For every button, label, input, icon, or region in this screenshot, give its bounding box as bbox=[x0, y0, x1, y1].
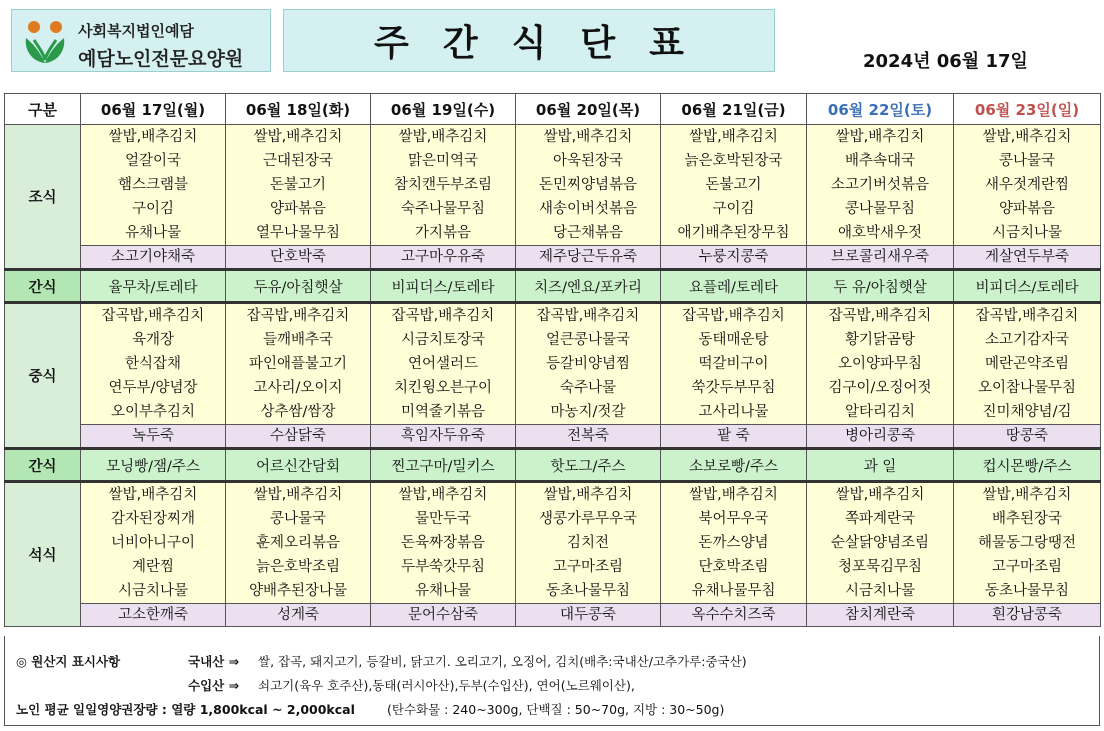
menu-cell bbox=[807, 482, 954, 604]
dish-item: 들깨배추국 bbox=[262, 332, 334, 348]
dish-item: 얼갈이국 bbox=[124, 153, 182, 169]
dish-item: 새송이버섯볶음 bbox=[538, 201, 638, 217]
dish-item: 해물동그랑땡전 bbox=[977, 535, 1077, 551]
weekly-menu-table bbox=[4, 93, 1101, 627]
origin-label: ◎ 원산지 표시사항 bbox=[16, 654, 121, 669]
day-header: 06월 21일(금) bbox=[661, 94, 807, 125]
dish-item: 쌀밥,배추김치 bbox=[253, 129, 343, 145]
dish-item: 소고기감자국 bbox=[984, 332, 1070, 348]
dish-item: 잡곡밥,배추김치 bbox=[101, 308, 205, 324]
menu-cell bbox=[516, 125, 661, 246]
day-header-saturday: 06월 22일(토) bbox=[807, 94, 954, 125]
dish-item: 두부쑥갓무침 bbox=[400, 559, 486, 575]
menu-date: 2024년 06월 17일 bbox=[863, 51, 1028, 72]
porridge-cell: 단호박죽 bbox=[226, 246, 371, 270]
dish-item: 떡갈비구이 bbox=[698, 356, 769, 372]
porridge-cell: 브로콜리새우죽 bbox=[807, 246, 954, 270]
snack-cell: 모닝빵/잼/주스 bbox=[81, 449, 226, 482]
dish-item: 돈불고기 bbox=[269, 177, 327, 193]
day-header: 06월 20일(목) bbox=[516, 94, 661, 125]
day-header: 06월 19일(수) bbox=[371, 94, 516, 125]
dish-item: 고구마조림 bbox=[552, 559, 624, 575]
dish-item: 새우젓계란찜 bbox=[984, 177, 1070, 193]
dish-item: 쌀밥,배추김치 bbox=[982, 487, 1072, 503]
dish-item: 계란찜 bbox=[131, 559, 175, 575]
dish-item: 쌀밥,배추김치 bbox=[543, 487, 633, 503]
menu-cell bbox=[661, 303, 807, 425]
dish-item: 얼큰콩나물국 bbox=[545, 332, 631, 348]
dish-item: 생콩가루무우국 bbox=[538, 511, 638, 527]
dish-item: 애호박새우젓 bbox=[837, 225, 923, 241]
snack-cell: 율무차/토레타 bbox=[81, 270, 226, 303]
porridge-cell: 대두콩죽 bbox=[516, 604, 661, 627]
snack-cell: 치즈/엔요/포카리 bbox=[516, 270, 661, 303]
lunch-label: 중식 bbox=[5, 303, 81, 449]
menu-cell bbox=[516, 303, 661, 425]
porridge-cell: 흰강남콩죽 bbox=[954, 604, 1101, 627]
day-header: 06월 17일(월) bbox=[81, 94, 226, 125]
dish-item: 너비아니구이 bbox=[110, 535, 196, 551]
porridge-cell: 문어수삼죽 bbox=[371, 604, 516, 627]
dish-item: 오이부추김치 bbox=[110, 404, 196, 420]
porridge-cell: 게살연두부죽 bbox=[954, 246, 1101, 270]
dish-item: 쌀밥,배추김치 bbox=[108, 487, 198, 503]
dish-item: 오이참나물무침 bbox=[977, 380, 1077, 396]
dish-item: 시금치나물 bbox=[117, 583, 189, 599]
dish-item: 늙은호박된장국 bbox=[684, 153, 783, 169]
dish-item: 고사리/오이지 bbox=[253, 380, 343, 396]
dish-item: 쌀밥,배추김치 bbox=[982, 129, 1072, 145]
dish-item: 돈까스양념 bbox=[698, 535, 769, 551]
dish-item: 김구이/오징어젓 bbox=[828, 380, 932, 396]
dish-item: 유채나물 bbox=[414, 583, 472, 599]
porridge-cell: 땅콩죽 bbox=[954, 425, 1101, 449]
dinner-row bbox=[5, 482, 1101, 604]
menu-cell bbox=[661, 125, 807, 246]
dish-item: 잡곡밥,배추김치 bbox=[828, 308, 932, 324]
porridge-cell: 고소한깨죽 bbox=[81, 604, 226, 627]
snack-cell: 비피더스/토레타 bbox=[371, 270, 516, 303]
dish-item: 콩나물국 bbox=[269, 511, 327, 527]
dish-item: 배추된장국 bbox=[991, 511, 1063, 527]
menu-cell bbox=[954, 482, 1101, 604]
dish-item: 햄스크램블 bbox=[117, 177, 189, 193]
organization-logo-icon bbox=[20, 16, 72, 68]
menu-cell bbox=[226, 303, 371, 425]
snack1-row bbox=[5, 270, 1101, 303]
snack-cell: 찐고구마/밀키스 bbox=[371, 449, 516, 482]
dinner-porridge-row bbox=[5, 604, 1101, 627]
dish-item: 잡곡밥,배추김치 bbox=[246, 308, 350, 324]
org-subtitle: 사회복지법인예담 bbox=[78, 22, 194, 40]
menu-cell bbox=[226, 125, 371, 246]
porridge-cell: 전복죽 bbox=[516, 425, 661, 449]
logo-box bbox=[11, 9, 271, 72]
dish-item: 진미채양념/김 bbox=[982, 404, 1072, 420]
menu-cell bbox=[807, 303, 954, 425]
snack-cell: 컵시몬빵/주스 bbox=[954, 449, 1101, 482]
dish-item: 유채나물무침 bbox=[691, 583, 776, 599]
dish-item: 쌀밥,배추김치 bbox=[689, 129, 778, 145]
dish-item: 양배추된장나물 bbox=[248, 583, 348, 599]
dish-item: 연두부/양념장 bbox=[108, 380, 198, 396]
dish-item: 맑은미역국 bbox=[407, 153, 479, 169]
nutrition-label: 노인 평균 일일영양권장량 : 열량 1,800kcal ~ 2,000kcal bbox=[16, 702, 355, 717]
porridge-cell: 팥 죽 bbox=[661, 425, 807, 449]
breakfast-label: 조식 bbox=[5, 125, 81, 270]
menu-cell bbox=[371, 303, 516, 425]
snack-cell: 과 일 bbox=[807, 449, 954, 482]
porridge-cell: 흑임자두유죽 bbox=[371, 425, 516, 449]
dish-item: 유채나물 bbox=[124, 225, 182, 241]
dish-item: 돈육짜장볶음 bbox=[400, 535, 486, 551]
dish-item: 숙주나물 bbox=[559, 380, 617, 396]
footer-notes bbox=[4, 636, 1100, 726]
dish-item: 시금치토장국 bbox=[400, 332, 486, 348]
dish-item: 돈민찌양념볶음 bbox=[538, 177, 638, 193]
dish-item: 열무나물무침 bbox=[255, 225, 341, 241]
dish-item: 잡곡밥,배추김치 bbox=[975, 308, 1079, 324]
dish-item: 콩나물무침 bbox=[844, 201, 916, 217]
menu-cell bbox=[954, 125, 1101, 246]
snack-cell: 요플레/토레타 bbox=[661, 270, 807, 303]
porridge-cell: 누룽지콩죽 bbox=[661, 246, 807, 270]
dish-item: 고사리나물 bbox=[698, 404, 769, 420]
porridge-cell: 녹두죽 bbox=[81, 425, 226, 449]
dish-item: 감자된장찌개 bbox=[110, 511, 196, 527]
dish-item: 시금치나물 bbox=[991, 225, 1063, 241]
menu-cell bbox=[661, 482, 807, 604]
domestic-label: 국내산 ⇒ bbox=[188, 654, 240, 669]
breakfast-row bbox=[5, 125, 1101, 246]
lunch-porridge-row bbox=[5, 425, 1101, 449]
porridge-cell: 소고기야채죽 bbox=[81, 246, 226, 270]
porridge-cell: 병아리콩죽 bbox=[807, 425, 954, 449]
dish-item: 동초나물무침 bbox=[545, 583, 631, 599]
dish-item: 동태매운탕 bbox=[698, 332, 769, 348]
dish-item: 훈제오리볶음 bbox=[255, 535, 341, 551]
day-header: 06월 18일(화) bbox=[226, 94, 371, 125]
dish-item: 당근채볶음 bbox=[552, 225, 624, 241]
snack-cell: 두 유/아침햇살 bbox=[807, 270, 954, 303]
dish-item: 등갈비양념찜 bbox=[545, 356, 631, 372]
dish-item: 참치캔두부조림 bbox=[393, 177, 493, 193]
dish-item: 북어무우국 bbox=[698, 511, 769, 527]
dish-item: 청포묵김무침 bbox=[837, 559, 923, 575]
dish-item: 파인애플불고기 bbox=[248, 356, 348, 372]
porridge-cell: 성게죽 bbox=[226, 604, 371, 627]
menu-cell bbox=[954, 303, 1101, 425]
page-title: 주간식단표 bbox=[374, 23, 718, 64]
dish-item: 애기배추된장무침 bbox=[677, 225, 790, 241]
dish-item: 한식잡채 bbox=[124, 356, 182, 372]
snack-cell: 어르신간담회 bbox=[226, 449, 371, 482]
dish-item: 아욱된장국 bbox=[552, 153, 624, 169]
snack-cell: 두유/아침햇살 bbox=[226, 270, 371, 303]
dish-item: 황기닭곰탕 bbox=[844, 332, 916, 348]
dish-item: 쌀밥,배추김치 bbox=[835, 487, 925, 503]
snack2-label: 간식 bbox=[5, 449, 81, 482]
porridge-cell: 수삼닭죽 bbox=[226, 425, 371, 449]
dish-item: 오이양파무침 bbox=[837, 356, 923, 372]
menu-cell bbox=[371, 482, 516, 604]
dish-item: 구이김 bbox=[131, 201, 175, 217]
dish-item: 쌀밥,배추김치 bbox=[253, 487, 343, 503]
org-name: 예담노인전문요양원 bbox=[78, 48, 244, 70]
snack-cell: 소보로빵/주스 bbox=[661, 449, 807, 482]
dish-item: 늙은호박조림 bbox=[255, 559, 341, 575]
title-box bbox=[283, 9, 775, 72]
dinner-label: 석식 bbox=[5, 482, 81, 627]
porridge-cell: 고구마우유죽 bbox=[371, 246, 516, 270]
menu-cell bbox=[226, 482, 371, 604]
dish-item: 쌀밥,배추김치 bbox=[398, 487, 488, 503]
dish-item: 마농지/젓갈 bbox=[550, 404, 626, 420]
dish-item: 숙주나물무침 bbox=[400, 201, 486, 217]
dish-item: 메란곤약조림 bbox=[984, 356, 1070, 372]
dish-item: 양파볶음 bbox=[269, 201, 327, 217]
porridge-cell: 제주당근두유죽 bbox=[516, 246, 661, 270]
breakfast-porridge-row bbox=[5, 246, 1101, 270]
domestic-origin-text: 쌀, 잡곡, 돼지고기, 등갈비, 닭고기. 오리고기, 오징어, 김치(배추:국내산/고추가루:중국산) bbox=[258, 654, 747, 669]
day-header-sunday: 06월 23일(일) bbox=[954, 94, 1101, 125]
dish-item: 미역줄기볶음 bbox=[400, 404, 486, 420]
header-row bbox=[5, 94, 1101, 125]
dish-item: 쌀밥,배추김치 bbox=[543, 129, 633, 145]
dish-item: 콩나물국 bbox=[998, 153, 1056, 169]
dish-item: 쌀밥,배추김치 bbox=[398, 129, 488, 145]
porridge-cell: 참치계란죽 bbox=[807, 604, 954, 627]
import-label: 수입산 ⇒ bbox=[188, 678, 240, 693]
dish-item: 잡곡밥,배추김치 bbox=[682, 308, 785, 324]
dish-item: 쌀밥,배추김치 bbox=[689, 487, 778, 503]
dish-item: 김치전 bbox=[566, 535, 610, 551]
snack1-label: 간식 bbox=[5, 270, 81, 303]
dish-item: 쌀밥,배추김치 bbox=[108, 129, 198, 145]
dish-item: 쑥갓두부무침 bbox=[691, 380, 776, 396]
dish-item: 순살닭양념조림 bbox=[830, 535, 930, 551]
dish-item: 단호박조림 bbox=[698, 559, 769, 575]
dish-item: 소고기버섯볶음 bbox=[830, 177, 930, 193]
dish-item: 잡곡밥,배추김치 bbox=[536, 308, 640, 324]
dish-item: 시금치나물 bbox=[844, 583, 916, 599]
dish-item: 동초나물무침 bbox=[984, 583, 1070, 599]
menu-cell bbox=[516, 482, 661, 604]
dish-item: 쪽파계란국 bbox=[844, 511, 916, 527]
dish-item: 알타리김치 bbox=[844, 404, 916, 420]
menu-cell bbox=[81, 482, 226, 604]
dish-item: 가지볶음 bbox=[414, 225, 472, 241]
corner-label: 구분 bbox=[5, 94, 81, 125]
dish-item: 쌀밥,배추김치 bbox=[835, 129, 925, 145]
dish-item: 연어샐러드 bbox=[407, 356, 479, 372]
dish-item: 육개장 bbox=[131, 332, 175, 348]
snack2-row bbox=[5, 449, 1101, 482]
lunch-row bbox=[5, 303, 1101, 425]
dish-item: 잡곡밥,배추김치 bbox=[391, 308, 495, 324]
snack-cell: 비피더스/토레타 bbox=[954, 270, 1101, 303]
dish-item: 근대된장국 bbox=[262, 153, 334, 169]
porridge-cell: 옥수수치즈죽 bbox=[661, 604, 807, 627]
dish-item: 물만두국 bbox=[414, 511, 472, 527]
menu-cell bbox=[81, 303, 226, 425]
import-origin-text: 쇠고기(육우 호주산),동태(러시아산),두부(수입산), 연어(노르웨이산), bbox=[258, 678, 635, 693]
dish-item: 돈불고기 bbox=[705, 177, 762, 193]
snack-cell: 핫도그/주스 bbox=[516, 449, 661, 482]
dish-item: 상추쌈/쌈장 bbox=[260, 404, 336, 420]
menu-cell bbox=[371, 125, 516, 246]
dish-item: 배추속대국 bbox=[844, 153, 916, 169]
dish-item: 구이김 bbox=[712, 201, 755, 217]
dish-item: 고구마조림 bbox=[991, 559, 1063, 575]
dish-item: 양파볶음 bbox=[998, 201, 1056, 217]
menu-cell bbox=[81, 125, 226, 246]
nutrition-text: (탄수화물 : 240~300g, 단백질 : 50~70g, 지방 : 30~50g) bbox=[387, 702, 725, 717]
dish-item: 치킨윙오븐구이 bbox=[393, 380, 493, 396]
menu-cell bbox=[807, 125, 954, 246]
